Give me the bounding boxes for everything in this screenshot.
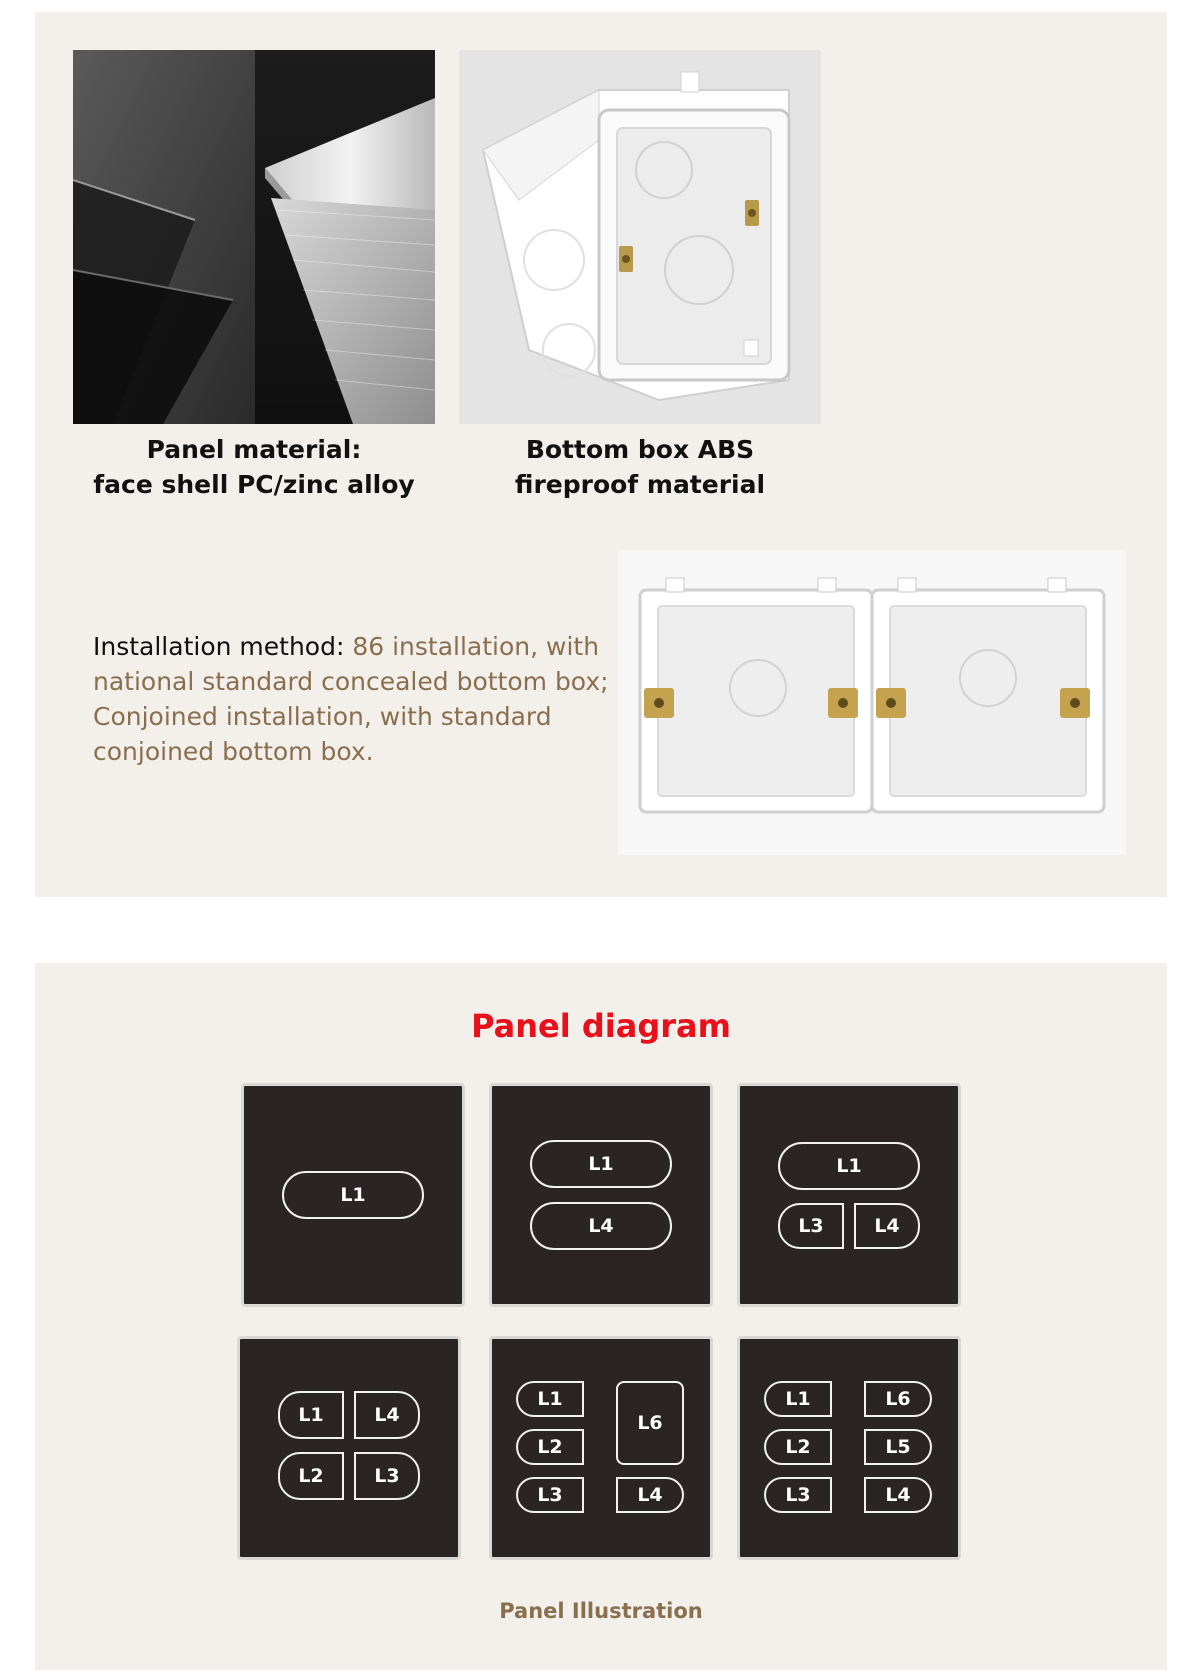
- panel-5-gang: [489, 1336, 713, 1560]
- panel-4-button-l4: L4: [354, 1391, 420, 1439]
- bottom-box-caption: [459, 432, 821, 502]
- panel-4-gang: [237, 1336, 461, 1560]
- panel-diagram-title: Panel diagram: [471, 1007, 731, 1045]
- panel-6-button-l1: L1: [764, 1381, 832, 1417]
- installation-detail: 86 installation, with national standard concealed bottom box; Conjoined installation, with standard conjoined bottom box.: [93, 632, 609, 766]
- panel-6-button-l6: L6: [864, 1381, 932, 1417]
- panel-4-button-l1: L1: [278, 1391, 344, 1439]
- panel-1-gang: [241, 1083, 465, 1307]
- panel-5-button-l2: L2: [516, 1429, 584, 1465]
- panel-5-button-l4: L4: [616, 1477, 684, 1513]
- panel-diagram-section: [35, 963, 1167, 1670]
- panel-6-gang: [737, 1336, 961, 1560]
- panel-3-button-l1: L1: [778, 1142, 920, 1190]
- panel-3-button-l4: L4: [854, 1203, 920, 1249]
- panel-5-button-l1: L1: [516, 1381, 584, 1417]
- conjoined-box-photo: [618, 550, 1126, 855]
- bottom-box-photo: [459, 50, 821, 424]
- box-caption-line-2: fireproof material: [514, 470, 766, 499]
- panel-6-button-l4: L4: [864, 1477, 932, 1513]
- installation-lead: Installation method:: [93, 632, 353, 661]
- panel-6-button-l3: L3: [764, 1477, 832, 1513]
- box-caption-line-1: Bottom box ABS: [525, 435, 755, 464]
- materials-section: [35, 12, 1167, 897]
- panel-1-button-l1: L1: [282, 1171, 424, 1219]
- panel-2-button-l4: L4: [530, 1202, 672, 1250]
- panel-4-button-l2: L2: [278, 1452, 344, 1500]
- panel-caption-line-2: face shell PC/zinc alloy: [93, 470, 415, 499]
- panel-illustration-caption: Panel Illustration: [499, 1599, 703, 1623]
- panel-3-gang: [737, 1083, 961, 1307]
- panel-material-photo: [73, 50, 435, 424]
- panel-6-button-l2: L2: [764, 1429, 832, 1465]
- panel-3-button-l3: L3: [778, 1203, 844, 1249]
- panel-4-button-l3: L3: [354, 1452, 420, 1500]
- panel-2-gang: [489, 1083, 713, 1307]
- panel-material-caption: [73, 432, 435, 502]
- panel-caption-line-1: Panel material:: [146, 435, 362, 464]
- panel-5-button-l6: L6: [616, 1381, 684, 1465]
- installation-method-text: [93, 629, 613, 769]
- panel-6-button-l5: L5: [864, 1429, 932, 1465]
- panel-2-button-l1: L1: [530, 1140, 672, 1188]
- panel-5-button-l3: L3: [516, 1477, 584, 1513]
